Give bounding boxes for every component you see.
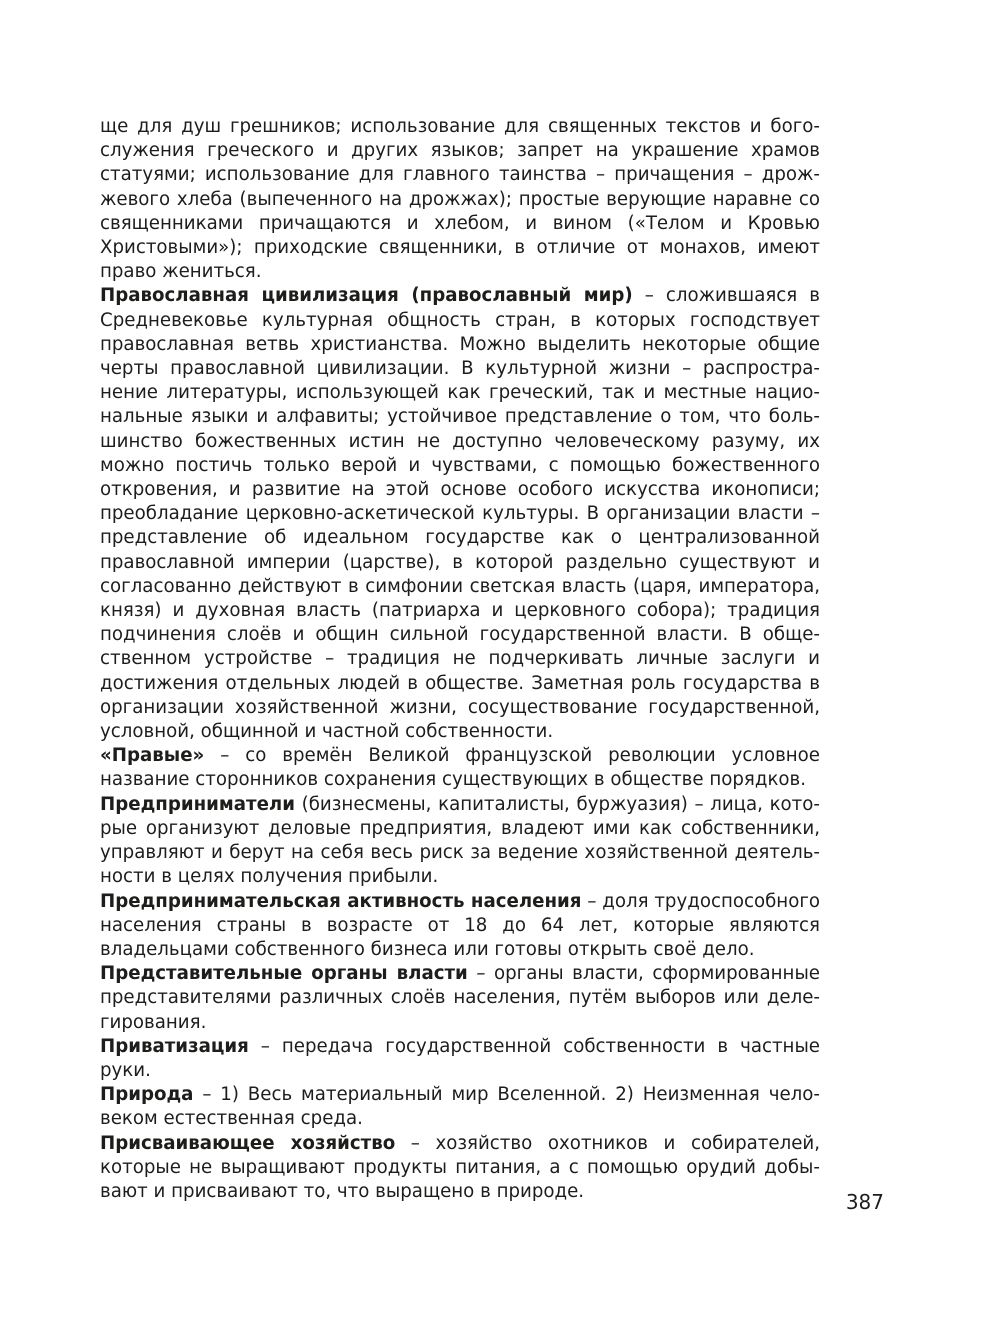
glossary-entry-right-wing: [100, 744, 820, 792]
glossary-entry-privatization: [100, 1035, 820, 1083]
glossary-entry-orthodox-civilization: [100, 284, 820, 744]
entry-text: (бизнесмены, капиталисты, буржуазия) – лица, которые организуют деловые предприятия, владеют ими как собственники, управляют и берут на себя весь риск за ведение хозяйственной деятельности в целях получения прибыли.: [100, 793, 820, 888]
glossary-entry-representative-bodies: [100, 962, 820, 1035]
entry-text: – органы власти, сформированные представителями различных слоёв населения, путём выборов или делегирования.: [100, 963, 820, 1033]
glossary-entry-appropriating-economy: [100, 1132, 820, 1205]
glossary-entry-continuation: [100, 115, 820, 284]
entry-term: Представительные органы власти: [100, 963, 468, 985]
glossary-entry-entrepreneurial-activity: [100, 890, 820, 963]
entry-text: – 1) Весь материальный мир Вселенной. 2) Неизменная человеком естественная среда.: [100, 1084, 820, 1130]
entry-text: – доля трудоспособного населения страны в возрасте от 18 до 64 лет, которые являются владельцами собственного бизнеса или готовы открыть своё дело.: [100, 890, 821, 960]
entry-text: – передача государственной собственности в частные руки.: [100, 1035, 820, 1081]
glossary-page: [100, 115, 820, 1204]
glossary-entry-nature: [100, 1083, 820, 1131]
glossary-entry-entrepreneurs: [100, 793, 820, 890]
entry-term: Приватизация: [100, 1035, 249, 1057]
entry-term: Присваивающее хозяйство: [100, 1132, 396, 1154]
entry-text: – со времён Великой французской революции условное название сторонников сохранения существующих в обществе порядков.: [100, 745, 820, 791]
entry-term: «Правые»: [100, 745, 205, 767]
entry-term: Природа: [100, 1084, 194, 1106]
entry-term: Православная цивилизация (православный мир): [100, 285, 633, 307]
entry-term: Предприниматели: [100, 793, 295, 815]
page-number: 387: [845, 1190, 884, 1214]
entry-term: Предпринимательская активность населения: [100, 890, 582, 912]
entry-text: – сложившаяся в Средневековье культурная общность стран, в которых господствует православная ветвь христианства. Можно выделить некоторые общие черты православной цивилизации. В культурной жизни – распространение литературы, использующей как греческий, так и местные национальные языки и алфавиты; устойчивое представление о том, что большинство божественных истин не доступно человеческому разуму, их можно постичь только верой и чувствами, с помощью божественного откровения, и развитие на этой основе особого искусства иконописи; преобладание церковно-аскетической культуры. В организации власти – представление об идеальном государстве как о централизованной православной империи (царстве), в которой раздельно существуют и согласованно действуют в симфонии светская власть (царя, императора, князя) и духовная власть (патриарха и церковного собора); традиция подчинения слоёв и общин сильной государственной власти. В общественном устройстве – традиция не подчеркивать личные заслуги и достижения отдельных людей в обществе. Заметная роль государства в организации хозяйственной жизни, сосуществование государственной, условной, общинной и частной собственности.: [100, 285, 820, 743]
entry-text: – хозяйство охотников и собирателей, которые не выращивают продукты питания, а с помощью орудий добывают и присваивают то, что выращено в природе.: [100, 1132, 821, 1202]
entry-text: ще для душ грешников; использование для священных текстов и богослужения греческого и других языков; запрет на украшение храмов статуями; использование для главного таинства – причащения – дрожжевого хлеба (выпеченного на дрожжах); простые верующие наравне со священниками причащаются и хлебом, и вином («Телом и Кровью Христовыми»); приходские священники, в отличие от монахов, имеют право жениться.: [100, 116, 820, 283]
